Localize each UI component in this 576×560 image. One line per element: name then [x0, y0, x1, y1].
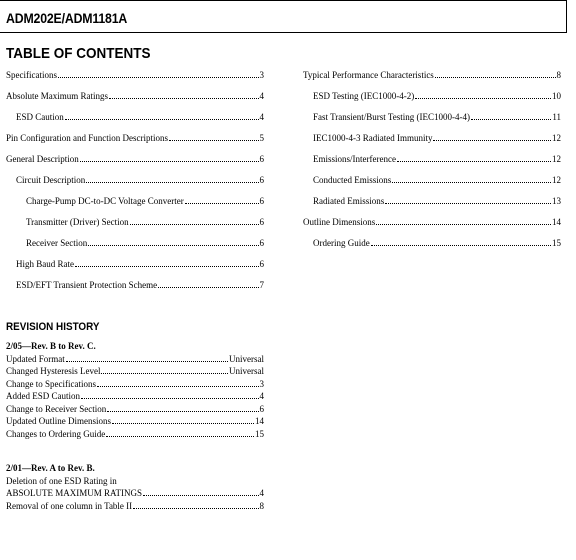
revision-entry-label: Updated Outline Dimensions	[6, 416, 111, 426]
toc-left-column	[6, 70, 264, 301]
dot-leader	[385, 197, 551, 204]
dot-leader	[158, 281, 258, 288]
revision-entry-page: 4	[259, 391, 264, 401]
toc-entry-label: Fast Transient/Burst Testing (IEC1000-4-4)	[313, 112, 470, 122]
toc-heading: TABLE OF CONTENTS	[6, 45, 151, 62]
toc-entry-label: Pin Configuration and Function Descriptions	[6, 133, 168, 143]
toc-entry[interactable]	[303, 70, 561, 91]
revision-entry-page: 6	[259, 403, 264, 414]
toc-entry-page: 12	[552, 175, 561, 185]
dot-leader	[392, 176, 551, 183]
toc-entry-page: 7	[259, 280, 264, 290]
toc-entry-label: Outline Dimensions	[303, 217, 376, 227]
dot-leader	[101, 367, 228, 374]
revision-entry	[6, 428, 264, 441]
revision-entry-page: 8	[259, 500, 264, 511]
revision-entry-label: Change to Receiver Section	[6, 403, 107, 414]
toc-entry-page: 8	[556, 70, 561, 80]
toc-entry-page: 6	[259, 259, 264, 269]
dot-leader	[80, 155, 259, 162]
revision-b-line: Deletion of one ESD Rating in	[6, 475, 117, 486]
revision-history-heading: REVISION HISTORY	[6, 321, 100, 333]
toc-entry-page: 15	[552, 238, 561, 248]
revision-b-block	[6, 462, 264, 512]
toc-entry-page: 11	[552, 112, 561, 122]
dot-leader	[415, 92, 551, 99]
toc-entry-label: Ordering Guide	[313, 238, 370, 248]
toc-entry-page: 3	[259, 70, 264, 80]
toc-entry[interactable]	[303, 112, 561, 133]
revision-entry-label: Changes to Ordering Guide	[6, 428, 106, 439]
toc-entry-label: Conducted Emissions	[313, 175, 392, 185]
toc-entry[interactable]	[6, 154, 264, 175]
revision-entry-label: ABSOLUTE MAXIMUM RATINGS	[6, 488, 143, 498]
toc-entry[interactable]	[303, 196, 561, 217]
toc-entry[interactable]	[6, 217, 264, 238]
dot-leader	[397, 155, 551, 162]
toc-entry-label: Transmitter (Driver) Section	[26, 217, 129, 227]
toc-entry-page: 14	[552, 217, 561, 227]
toc-entry-page: 6	[259, 175, 264, 185]
toc-entry[interactable]	[6, 196, 264, 217]
revision-c-block	[6, 340, 264, 440]
toc-entry-page: 6	[259, 154, 264, 164]
toc-entry[interactable]	[6, 238, 264, 259]
toc-entry[interactable]	[6, 112, 264, 133]
revision-entry	[6, 415, 264, 428]
dot-leader	[58, 71, 259, 78]
toc-entry-page: 6	[259, 217, 264, 227]
toc-entry-page: 4	[259, 91, 264, 101]
revision-entry-page: 15	[255, 428, 264, 439]
toc-entry-page: 6	[259, 196, 264, 206]
toc-entry-label: High Baud Rate	[16, 259, 74, 269]
toc-entry-label: ESD Caution	[16, 112, 64, 122]
toc-entry-page: 10	[552, 91, 561, 101]
dot-leader	[81, 392, 259, 399]
toc-entry-label: General Description	[6, 154, 79, 164]
revision-entry-label: Change to Specifications	[6, 378, 96, 389]
toc-entry[interactable]	[303, 91, 561, 112]
revision-entry-page: Universal	[229, 366, 264, 376]
revision-entry-label: Changed Hysteresis Level	[6, 366, 101, 376]
document-title: ADM202E/ADM1181A	[6, 10, 128, 26]
revision-entry-label: Removal of one column in Table II	[6, 500, 133, 511]
toc-entry-label: Typical Performance Characteristics	[303, 70, 434, 80]
revision-entry	[6, 353, 264, 366]
dot-leader	[133, 502, 258, 509]
dot-leader	[86, 176, 258, 183]
dot-leader	[143, 489, 258, 496]
toc-entry-label: Receiver Section	[26, 238, 88, 248]
toc-entry-label: Circuit Description	[16, 175, 86, 185]
revision-c-heading: 2/05—Rev. B to Rev. C.	[6, 341, 96, 351]
toc-entry[interactable]	[6, 91, 264, 112]
toc-entry-label: ESD/EFT Transient Protection Scheme	[16, 280, 158, 290]
dot-leader	[88, 239, 258, 246]
toc-entry-page: 12	[552, 133, 561, 143]
dot-leader	[471, 113, 551, 120]
revision-entry	[6, 500, 264, 513]
toc-entry-label: Radiated Emissions	[313, 196, 385, 206]
toc-entry[interactable]	[6, 280, 264, 301]
revision-entry-page: Universal	[229, 353, 264, 364]
revision-entry-page: 3	[259, 378, 264, 389]
toc-entry[interactable]	[303, 154, 561, 175]
revision-entry-label: Added ESD Caution	[6, 391, 80, 401]
dot-leader	[65, 113, 259, 120]
dot-leader	[435, 71, 556, 78]
dot-leader	[376, 218, 551, 225]
toc-entry-label: Specifications	[6, 70, 57, 80]
dot-leader	[66, 355, 228, 362]
toc-entry-page: 6	[259, 238, 264, 248]
revision-entry	[6, 487, 264, 500]
toc-right-column	[303, 70, 561, 259]
toc-entry[interactable]	[303, 238, 561, 259]
revision-entry	[6, 378, 264, 391]
toc-entry-page: 13	[552, 196, 561, 206]
revision-b-heading: 2/01—Rev. A to Rev. B.	[6, 463, 95, 473]
header-bar	[0, 0, 567, 33]
toc-entry-label: IEC1000-4-3 Radiated Immunity	[313, 133, 433, 143]
toc-entry[interactable]	[6, 133, 264, 154]
dot-leader	[109, 92, 259, 99]
dot-leader	[97, 380, 259, 387]
revision-entry	[6, 365, 264, 378]
dot-leader	[433, 134, 551, 141]
toc-entry[interactable]	[6, 175, 264, 196]
dot-leader	[106, 430, 254, 437]
toc-entry[interactable]	[303, 175, 561, 196]
toc-entry-page: 12	[552, 154, 561, 164]
toc-entry-label: Absolute Maximum Ratings	[6, 91, 108, 101]
dot-leader	[75, 260, 259, 267]
revision-entry-label: Updated Format	[6, 353, 65, 364]
revision-entry	[6, 403, 264, 416]
toc-entry-page: 4	[259, 112, 264, 122]
dot-leader	[371, 239, 551, 246]
revision-entry	[6, 390, 264, 403]
toc-entry[interactable]	[6, 259, 264, 280]
toc-entry[interactable]	[6, 70, 264, 91]
toc-entry[interactable]	[303, 217, 561, 238]
toc-entry-label: Emissions/Interference	[313, 154, 396, 164]
dot-leader	[112, 417, 254, 424]
toc-entry-page: 5	[259, 133, 264, 143]
toc-entry[interactable]	[303, 133, 561, 154]
revision-entry-page: 4	[259, 488, 264, 498]
toc-entry-label: Charge-Pump DC-to-DC Voltage Converter	[26, 196, 184, 206]
dot-leader	[169, 134, 259, 141]
dot-leader	[107, 405, 258, 412]
dot-leader	[185, 197, 259, 204]
dot-leader	[130, 218, 259, 225]
revision-entry-page: 14	[255, 416, 264, 426]
toc-entry-label: ESD Testing (IEC1000-4-2)	[313, 91, 415, 101]
